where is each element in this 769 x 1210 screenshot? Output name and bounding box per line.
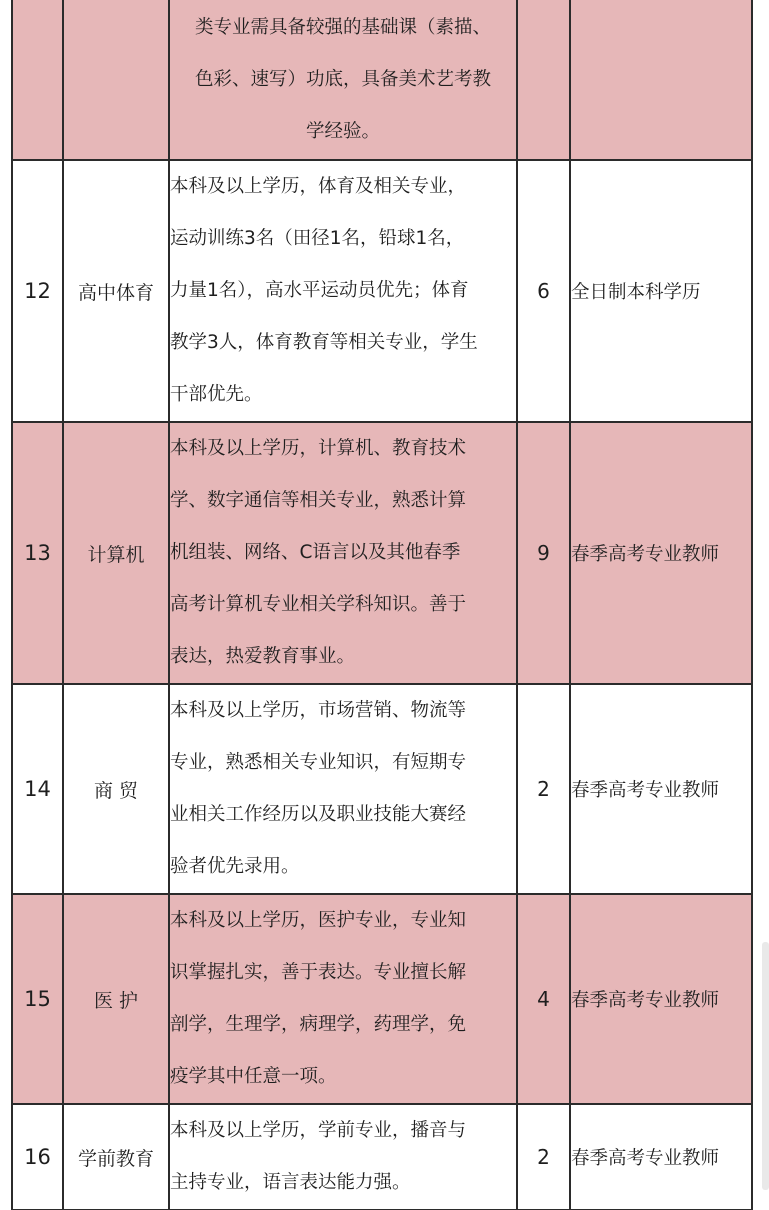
row-number: 15: [12, 894, 63, 1104]
row-note: 春季高考专业教师: [570, 422, 752, 684]
row-count: 6: [517, 160, 570, 422]
row-count: [517, 0, 570, 160]
row-note: 春季高考专业教师: [570, 1104, 752, 1210]
row-count: 2: [517, 1104, 570, 1210]
scrollbar[interactable]: [762, 942, 769, 1190]
row-subject: 计算机: [63, 422, 169, 684]
table-row: [12, 422, 752, 684]
row-requirements: 本科及以上学历，计算机、教育技术 学、数字通信等相关专业，熟悉计算 机组装、网络、C语言以及其他春季 高考计算机专业相关学科知识。善于 表达，热爱教育事业。: [169, 422, 517, 684]
row-count: 4: [517, 894, 570, 1104]
row-requirements: 本科及以上学历，医护专业，专业知 识掌握扎实，善于表达。专业擅长解 剖学，生理学，病理学，药理学，免 疫学其中任意一项。: [169, 894, 517, 1104]
table-row-continued: [12, 0, 752, 160]
row-requirements: 本科及以上学历，市场营销、物流等 专业，熟悉相关专业知识，有短期专 业相关工作经历以及职业技能大赛经 验者优先录用。: [169, 684, 517, 894]
row-number: 16: [12, 1104, 63, 1210]
row-note: 春季高考专业教师: [570, 894, 752, 1104]
row-note: 全日制本科学历: [570, 160, 752, 422]
row-requirements: 本科及以上学历，学前专业，播音与 主持专业，语言表达能力强。: [169, 1104, 517, 1210]
row-count: 9: [517, 422, 570, 684]
row-subject: 商 贸: [63, 684, 169, 894]
row-note: 春季高考专业教师: [570, 684, 752, 894]
table-row: [12, 684, 752, 894]
table-row: [12, 1104, 752, 1210]
recruitment-table: [11, 0, 753, 1210]
row-number: [12, 0, 63, 160]
row-requirements: 类专业需具备较强的基础课（素描、 色彩、速写）功底，具备美术艺考教 学经验。: [169, 0, 517, 160]
table-row: [12, 894, 752, 1104]
row-number: 13: [12, 422, 63, 684]
row-requirements: 本科及以上学历，体育及相关专业， 运动训练3名（田径1名，铅球1名， 力量1名），高水平运动员优先；体育 教学3人，体育教育等相关专业，学生 干部优先。: [169, 160, 517, 422]
row-subject: 高中体育: [63, 160, 169, 422]
row-note: [570, 0, 752, 160]
row-count: 2: [517, 684, 570, 894]
row-subject: [63, 0, 169, 160]
row-number: 14: [12, 684, 63, 894]
table-row: [12, 160, 752, 422]
row-subject: 学前教育: [63, 1104, 169, 1210]
row-number: 12: [12, 160, 63, 422]
row-subject: 医 护: [63, 894, 169, 1104]
